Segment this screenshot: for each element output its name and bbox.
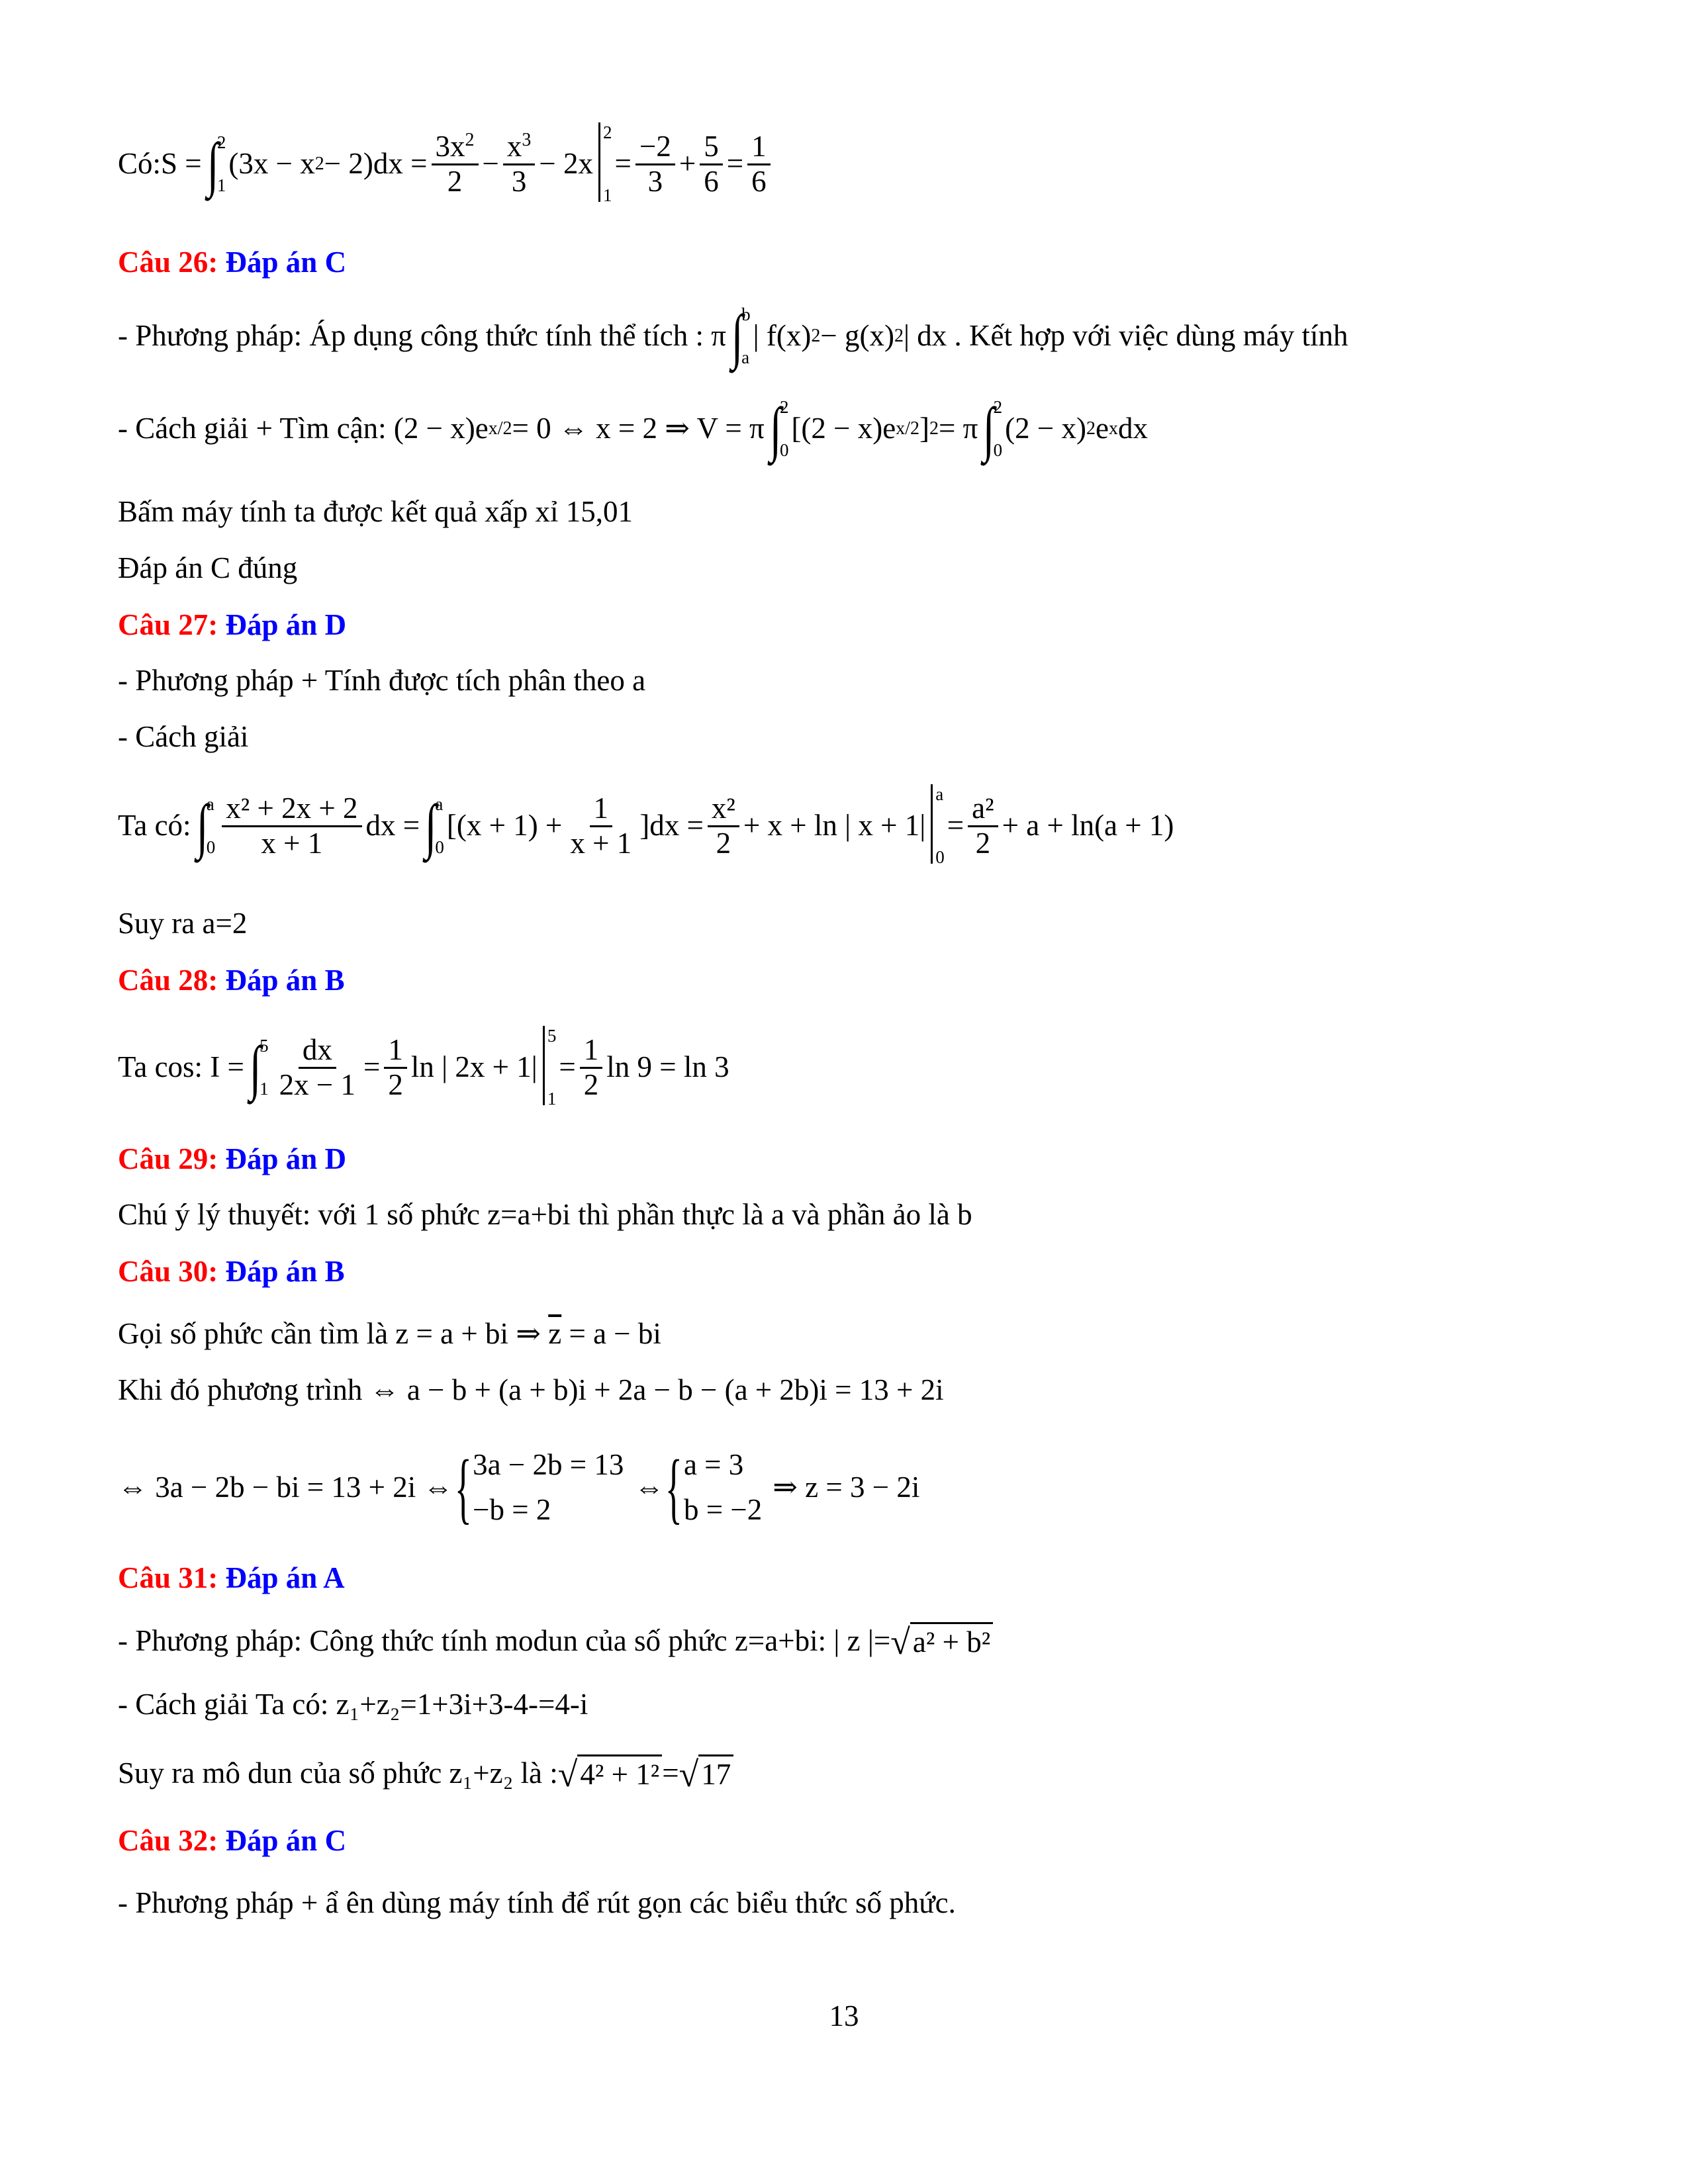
exponent: 2 <box>465 130 475 150</box>
int-lower: 0 <box>435 837 444 857</box>
text: dx = <box>365 809 420 842</box>
q31-result-line <box>118 1754 733 1795</box>
denominator: 3 <box>647 164 663 198</box>
text: + x + ln | x + 1| <box>743 809 926 842</box>
numerator: −2 <box>635 130 675 165</box>
evaluation-bar <box>596 122 612 206</box>
numerator: 1 <box>384 1034 407 1069</box>
text: (2 − x) <box>1005 412 1086 445</box>
text: | dx . Kết hợp với việc dùng máy tính <box>903 319 1348 353</box>
area-formula-line: Có: S = ∫ 2 1 (3x − x 2 − 2)dx = $\frac{3x^2}{2}$ − $\frac{x^3}{3}$ − 2x 2 1 = $\frac{-2}{3}$ + $\frac{5}{6}$ = $\frac{1}{6}$ <box>118 122 774 206</box>
q26-conclusion-line: Đáp án C đúng <box>118 551 298 584</box>
conjugate-z: $\overline{z}$ <box>548 1317 562 1350</box>
int-upper: 5 <box>259 1036 269 1056</box>
q31-solution-line: - Cách giải Ta có: z₁+z₂=1+3i+3-4-=4-i <box>118 1688 588 1721</box>
text: = a − bi <box>561 1317 661 1350</box>
text: - Phương pháp: Áp dụng công thức tính thể tích : π <box>118 319 726 353</box>
question-number: Câu 27: <box>118 608 218 641</box>
int-upper: 2 <box>993 397 1003 417</box>
text: Gọi số phức cần tìm là z = a + bi ⇒ <box>118 1317 549 1350</box>
text: = <box>559 1050 576 1084</box>
integral-sign: ∫ a 0 <box>196 792 216 860</box>
question-number: Câu 26: <box>118 246 218 279</box>
question-heading-29 <box>118 1142 346 1176</box>
q28-integral-line <box>118 1026 729 1109</box>
exponent: 3 <box>522 130 532 150</box>
text: + a + ln(a + 1) <box>1002 809 1174 842</box>
fraction <box>222 792 361 860</box>
integral-sign: ∫ 5 1 <box>249 1034 269 1101</box>
text: = π <box>939 412 978 445</box>
text: = 0 ⇔ x = 2 ⇒ V = π <box>512 412 765 445</box>
denominator: 2 <box>447 164 463 198</box>
q29-theory-line: Chú ý lý thuyết: với 1 số phức z=a+bi thì phần thực là a và phần ảo là b <box>118 1198 972 1231</box>
text: | f(x) <box>753 319 812 353</box>
denominator: 6 <box>751 164 767 198</box>
q31-method-line <box>118 1621 993 1660</box>
bar-upper: 2 <box>603 122 612 142</box>
equation: −b = 2 <box>473 1492 551 1526</box>
denominator: 2 <box>716 826 731 860</box>
question-heading-26 <box>118 245 346 279</box>
fraction <box>580 1034 603 1101</box>
numerator: dx <box>299 1034 336 1069</box>
q26-solution-line: - Cách giải + Tìm cận: (2 − x)e x/2 = 0 ⇔ x = 2 ⇒ V = π ∫ 2 0 [(2 − x)e x/2 ] 2 = π ∫ 2 0 (2 − x) 2 e x dx <box>118 395 1148 463</box>
numerator: 3x <box>435 130 465 163</box>
int-upper: a <box>206 794 214 814</box>
bar-upper: a <box>935 784 944 804</box>
text: − g(x) <box>820 319 894 353</box>
integral-sign: ∫ a 0 <box>424 792 444 860</box>
fraction <box>275 1034 359 1101</box>
text: = <box>726 147 744 181</box>
int-upper: 2 <box>779 397 789 417</box>
int-lower: 0 <box>993 439 1003 460</box>
numerator: 1 <box>590 792 613 827</box>
equation: a = 3 <box>683 1448 744 1481</box>
numerator: 1 <box>747 130 771 165</box>
int-upper: 2 <box>216 132 226 152</box>
equation-system <box>684 1443 762 1532</box>
int-lower: a <box>741 347 750 367</box>
int-upper: b <box>741 304 751 324</box>
denominator: 3 <box>511 164 527 198</box>
numerator: 5 <box>700 130 723 165</box>
equation-system <box>473 1443 624 1532</box>
question-number: Câu 32: <box>118 1824 218 1857</box>
q27-method-line: - Phương pháp + Tính được tích phân theo a <box>118 664 646 697</box>
question-heading-32 <box>118 1823 346 1858</box>
text: − <box>482 147 499 181</box>
text: Có: <box>118 147 162 181</box>
text: S = <box>161 147 202 181</box>
text: ] <box>919 412 930 445</box>
bar-upper: 5 <box>547 1026 557 1046</box>
q26-method-line: - Phương pháp: Áp dụng công thức tính thể tích : π ∫ b a | f(x) 2 − g(x) 2 | dx . Kết hợp với việc dùng máy tính <box>118 302 1348 370</box>
text: − 2x <box>539 147 594 181</box>
text: - Phương pháp: Công thức tính modun của số phức z=a+bi: | z |= <box>118 1623 891 1657</box>
bar-lower: 1 <box>603 185 612 205</box>
text: = <box>662 1756 679 1790</box>
evaluation-bar <box>928 784 945 868</box>
answer-label: Đáp án C <box>225 1824 347 1857</box>
q30-equation-line: Khi đó phương trình ⇔ a − b + (a + b)i + 2a − b − (a + 2b)i = 13 + 2i <box>118 1373 944 1406</box>
int-lower: 0 <box>779 439 789 460</box>
fraction <box>700 130 723 198</box>
text: (3x − x <box>228 147 315 181</box>
page-number: 13 <box>829 1999 859 2032</box>
answer-label: Đáp án B <box>225 1255 345 1288</box>
text: Ta có: <box>118 809 191 842</box>
denominator: x + 1 <box>261 826 323 860</box>
text: − 2)dx = <box>324 147 428 181</box>
text: ln | 2x + 1| <box>410 1050 538 1084</box>
integral-sign: ∫ 2 0 <box>983 395 1003 463</box>
radicand: a² + b² <box>910 1622 993 1660</box>
numerator: 1 <box>580 1034 603 1069</box>
question-number: Câu 30: <box>118 1255 218 1288</box>
integral-sign: ∫ 2 1 <box>207 130 226 198</box>
question-number: Câu 31: <box>118 1561 218 1594</box>
fraction <box>708 792 739 860</box>
denominator: 2 <box>975 826 991 860</box>
question-number: Câu 29: <box>118 1142 218 1175</box>
square-root: √ 17 <box>679 1754 734 1792</box>
q30-setup-line <box>118 1317 661 1351</box>
int-lower: 1 <box>259 1078 269 1099</box>
int-lower: 0 <box>206 837 216 857</box>
q32-method-line: - Phương pháp + ẩ ên dùng máy tính để rút gọn các biểu thức số phức. <box>118 1886 956 1919</box>
left-brace: { <box>454 1443 472 1531</box>
text: e <box>1095 412 1109 445</box>
answer-label: Đáp án C <box>225 246 347 279</box>
answer-label: Đáp án D <box>225 608 347 641</box>
square-root: √ a² + b² <box>890 1622 993 1660</box>
text: [(2 − x)e <box>791 412 896 445</box>
fraction <box>968 792 998 860</box>
text: + <box>679 147 696 181</box>
bar-lower: 1 <box>547 1088 557 1109</box>
evaluation-bar <box>540 1026 557 1109</box>
integral-sign: ∫ 2 0 <box>769 395 789 463</box>
text: Ta cos: I = <box>118 1050 244 1084</box>
int-lower: 1 <box>216 175 226 195</box>
denominator: x + 1 <box>570 826 632 860</box>
radicand: 4² + 1² <box>577 1754 662 1792</box>
text: = <box>363 1050 381 1084</box>
text: ]dx = <box>639 809 704 842</box>
fraction <box>384 1034 407 1101</box>
text: ⇔ 3a − 2b − bi = 13 + 2i ⇔ <box>118 1470 453 1504</box>
q26-result-line: Bấm máy tính ta được kết quả xấp xỉ 15,01 <box>118 495 633 528</box>
fraction <box>503 130 536 198</box>
numerator: a² <box>968 792 998 827</box>
text: ⇔ <box>634 1470 665 1504</box>
answer-label: Đáp án B <box>225 964 345 997</box>
equation: b = −2 <box>683 1492 763 1526</box>
int-upper: a <box>435 794 444 814</box>
fraction <box>432 130 479 198</box>
answer-label: Đáp án D <box>225 1142 347 1175</box>
denominator: 2 <box>583 1068 599 1101</box>
q27-integral-line <box>118 784 1174 868</box>
denominator: 2x − 1 <box>279 1068 356 1101</box>
question-number: Câu 28: <box>118 964 218 997</box>
integral-sign: ∫ b a <box>731 302 751 370</box>
q30-system-line <box>118 1443 919 1532</box>
question-heading-31 <box>118 1561 345 1595</box>
text: Suy ra mô dun của số phức z₁+z₂ là : <box>118 1756 558 1790</box>
denominator: 2 <box>388 1068 403 1101</box>
question-heading-27 <box>118 608 346 642</box>
q27-conclusion-line: Suy ra a=2 <box>118 907 248 940</box>
text: [(x + 1) + <box>446 809 563 842</box>
question-heading-30 <box>118 1254 345 1289</box>
text: - Cách giải + Tìm cận: (2 − x)e <box>118 412 489 445</box>
text: dx <box>1117 412 1148 445</box>
bar-lower: 0 <box>935 846 945 867</box>
radicand: 17 <box>698 1754 733 1792</box>
text: = <box>614 147 632 181</box>
q27-solution-heading: - Cách giải <box>118 720 249 753</box>
text: ⇒ z = 3 − 2i <box>773 1470 920 1504</box>
equation: 3a − 2b = 13 <box>473 1448 624 1481</box>
text: = <box>947 809 964 842</box>
numerator: x <box>506 130 522 163</box>
text: ln 9 = ln 3 <box>606 1050 729 1084</box>
fraction <box>747 130 771 198</box>
fraction <box>635 130 675 198</box>
left-brace: { <box>665 1443 683 1531</box>
answer-label: Đáp án A <box>225 1561 345 1594</box>
denominator: 6 <box>704 164 719 198</box>
numerator: x² + 2x + 2 <box>222 792 361 827</box>
square-root: √ 4² + 1² <box>558 1754 663 1792</box>
numerator: x² <box>708 792 739 827</box>
fraction <box>566 792 635 860</box>
question-heading-28 <box>118 963 345 997</box>
